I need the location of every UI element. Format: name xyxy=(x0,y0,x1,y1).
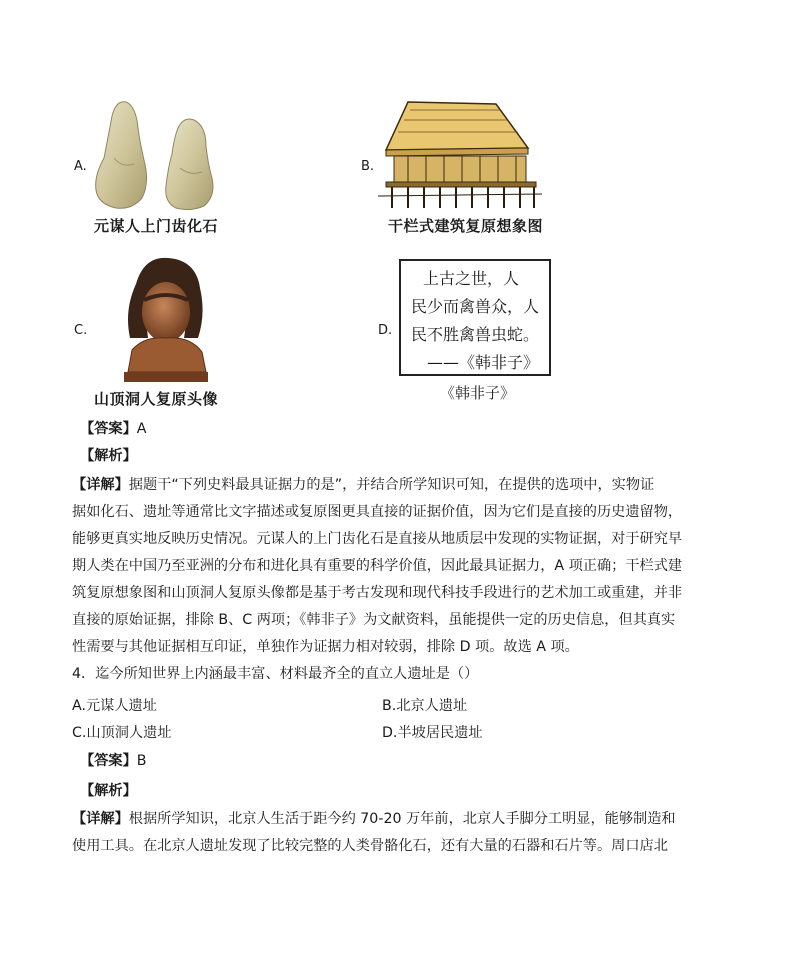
option-text: 元谋人遗址 xyxy=(85,698,157,714)
detail-line: 根据所学知识，北京人生活于距今约 70-20 万年前，北京人手脚分工明显，能够制造和 xyxy=(128,811,676,827)
detail-line: 使用工具。在北京人遗址发现了比较完整的人类骨骼化石，还有大量的石器和石片等。周口店北 xyxy=(72,838,668,854)
option-a-caption: 元谋人上门齿化石 xyxy=(94,217,219,235)
detail-line: 据题干“下列史料最具证据力的是”，并结合所学知识可知，在提供的选项中，实物证 xyxy=(128,477,655,493)
stilt-house-image xyxy=(378,98,542,210)
detail-line: 性需要与其他证据相互印证，单独作为证据力相对较弱，排除 D 项。故选 A 项。 xyxy=(72,639,579,655)
answer-value: B xyxy=(136,753,147,769)
question-text: 迄今所知世界上内涵最丰富、材料最齐全的直立人遗址是（） xyxy=(95,666,479,682)
q4-detail xyxy=(72,806,676,860)
q4-option-d xyxy=(382,720,483,747)
option-letter: A. xyxy=(72,698,86,714)
detail-label: 【详解】 xyxy=(72,811,129,827)
answer-label: 【答案】 xyxy=(80,753,137,769)
answer-label: 【答案】 xyxy=(80,421,137,437)
option-letter: B. xyxy=(382,698,397,714)
detail-line: 筑复原想象图和山顶洞人复原头像都是基于考古发现和现代科技手段进行的艺术加工或重建，并非 xyxy=(72,585,683,601)
option-letter: C. xyxy=(72,725,87,741)
q4-option-b xyxy=(382,693,467,720)
detail-line: 直接的原始证据，排除 B、C 两项；《韩非子》为文献资料，虽能提供一定的历史信息，但其真实 xyxy=(72,612,676,628)
option-text: 半坡居民遗址 xyxy=(397,725,483,741)
quote-line: 上古之世，人 xyxy=(423,269,520,288)
q4-question xyxy=(72,661,478,688)
detail-line: 据如化石、遗址等通常比文字描述或复原图更具直接的证据价值，因为它们是直接的历史遗留物， xyxy=(72,504,683,520)
quote-line: 民不胜禽兽虫蛇。 xyxy=(411,325,540,344)
option-d-letter: D. xyxy=(378,323,393,338)
option-text: 北京人遗址 xyxy=(396,698,468,714)
option-c-letter: C. xyxy=(74,323,88,338)
quote-line: 民少而禽兽众，人 xyxy=(411,297,540,316)
detail-line: 期人类在中国乃至亚洲的分布和进化具有重要的科学价值，因此最具证据力，A 项正确；干栏式建 xyxy=(72,558,683,574)
q4-option-a xyxy=(72,693,157,720)
quote-line: ——《韩非子》 xyxy=(427,353,540,372)
option-d-caption: 《韩非子》 xyxy=(440,384,516,402)
q4-analysis-label: 【解析】 xyxy=(80,783,137,799)
question-number: 4． xyxy=(72,666,96,682)
q3-analysis-label: 【解析】 xyxy=(80,448,137,464)
detail-line: 能够更真实地反映历史情况。元谋人的上门齿化石是直接从地质层中发现的实物证据，对于研究早 xyxy=(72,531,683,547)
q3-detail xyxy=(72,472,682,661)
option-text: 山顶洞人遗址 xyxy=(86,725,172,741)
option-b-caption: 干栏式建筑复原想象图 xyxy=(388,217,544,235)
tooth-fossil-image xyxy=(94,98,216,213)
detail-label: 【详解】 xyxy=(72,477,129,493)
answer-value: A xyxy=(136,421,147,437)
option-c-caption: 山顶洞人复原头像 xyxy=(94,390,219,408)
bust-image xyxy=(114,254,212,384)
q3-answer xyxy=(80,416,146,443)
quote-box xyxy=(399,259,551,376)
q4-option-c xyxy=(72,720,172,747)
option-a-letter: A. xyxy=(74,159,87,174)
q4-answer xyxy=(80,748,147,775)
option-b-letter: B. xyxy=(361,159,375,174)
option-letter: D. xyxy=(382,725,398,741)
